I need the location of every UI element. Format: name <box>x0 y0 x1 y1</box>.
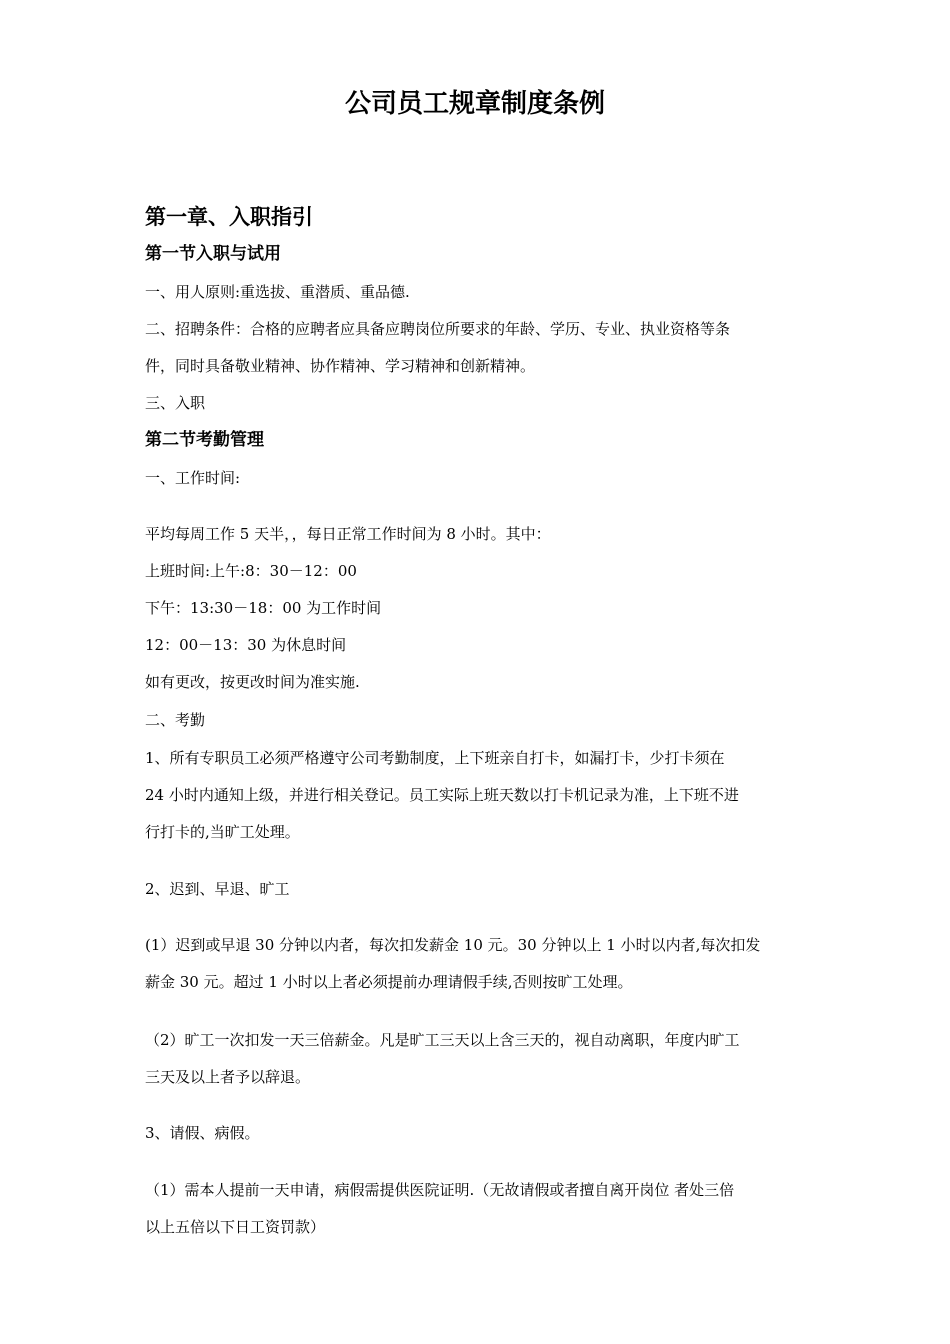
paragraph: 12：00－13：30 为休息时间 <box>145 636 347 654</box>
paragraph: 薪金 30 元。超过 1 小时以上者必须提前办理请假手续,否则按旷工处理。 <box>145 973 633 991</box>
paragraph: 三天及以上者予以辞退。 <box>145 1068 311 1086</box>
paragraph: 3、请假、病假。 <box>145 1124 260 1142</box>
paragraph: 件，同时具备敬业精神、协作精神、学习精神和创新精神。 <box>145 357 536 375</box>
paragraph: 二、考勤 <box>145 711 206 729</box>
paragraph: 平均每周工作 5 天半，，每日正常工作时间为 8 小时。其中： <box>145 525 551 543</box>
paragraph: 2、迟到、早退、旷工 <box>145 880 290 898</box>
section-heading: 第二节考勤管理 <box>145 430 264 450</box>
paragraph: 上班时间:上午:8：30－12：00 <box>145 562 357 580</box>
paragraph: 三、入职 <box>145 394 206 412</box>
paragraph: 24 小时内通知上级，并进行相关登记。员工实际上班天数以打卡机记录为准，上下班不进 <box>145 786 739 804</box>
chapter-heading: 第一章、入职指引 <box>145 205 313 229</box>
paragraph: 如有更改，按更改时间为准实施. <box>145 673 360 691</box>
paragraph: 1、所有专职员工必须严格遵守公司考勤制度，上下班亲自打卡，如漏打卡，少打卡须在 <box>145 749 725 767</box>
section-heading: 第一节入职与试用 <box>145 244 281 264</box>
paragraph: 下午：13:30－18：00 为工作时间 <box>145 599 382 617</box>
paragraph: 一、用人原则:重选拔、重潜质、重品德. <box>145 283 410 301</box>
paragraph: 一、工作时间: <box>145 469 241 487</box>
page-title: 公司员工规章制度条例 <box>344 89 605 119</box>
paragraph: （2）旷工一次扣发一天三倍薪金。凡是旷工三天以上含三天的，视自动离职，年度内旷工 <box>145 1031 740 1049</box>
paragraph: （1）需本人提前一天申请，病假需提供医院证明.（无故请假或者擅自离开岗位 者处三倍 <box>145 1181 735 1199</box>
paragraph: 行打卡的,当旷工处理。 <box>145 823 300 841</box>
paragraph: (1）迟到或早退 30 分钟以内者，每次扣发薪金 10 元。30 分钟以上 1 小时以内者,每次扣发 <box>145 936 761 954</box>
paragraph: 二、招聘条件：合格的应聘者应具备应聘岗位所要求的年龄、学历、专业、执业资格等条 <box>145 320 731 338</box>
paragraph: 以上五倍以下日工资罚款） <box>145 1218 326 1236</box>
